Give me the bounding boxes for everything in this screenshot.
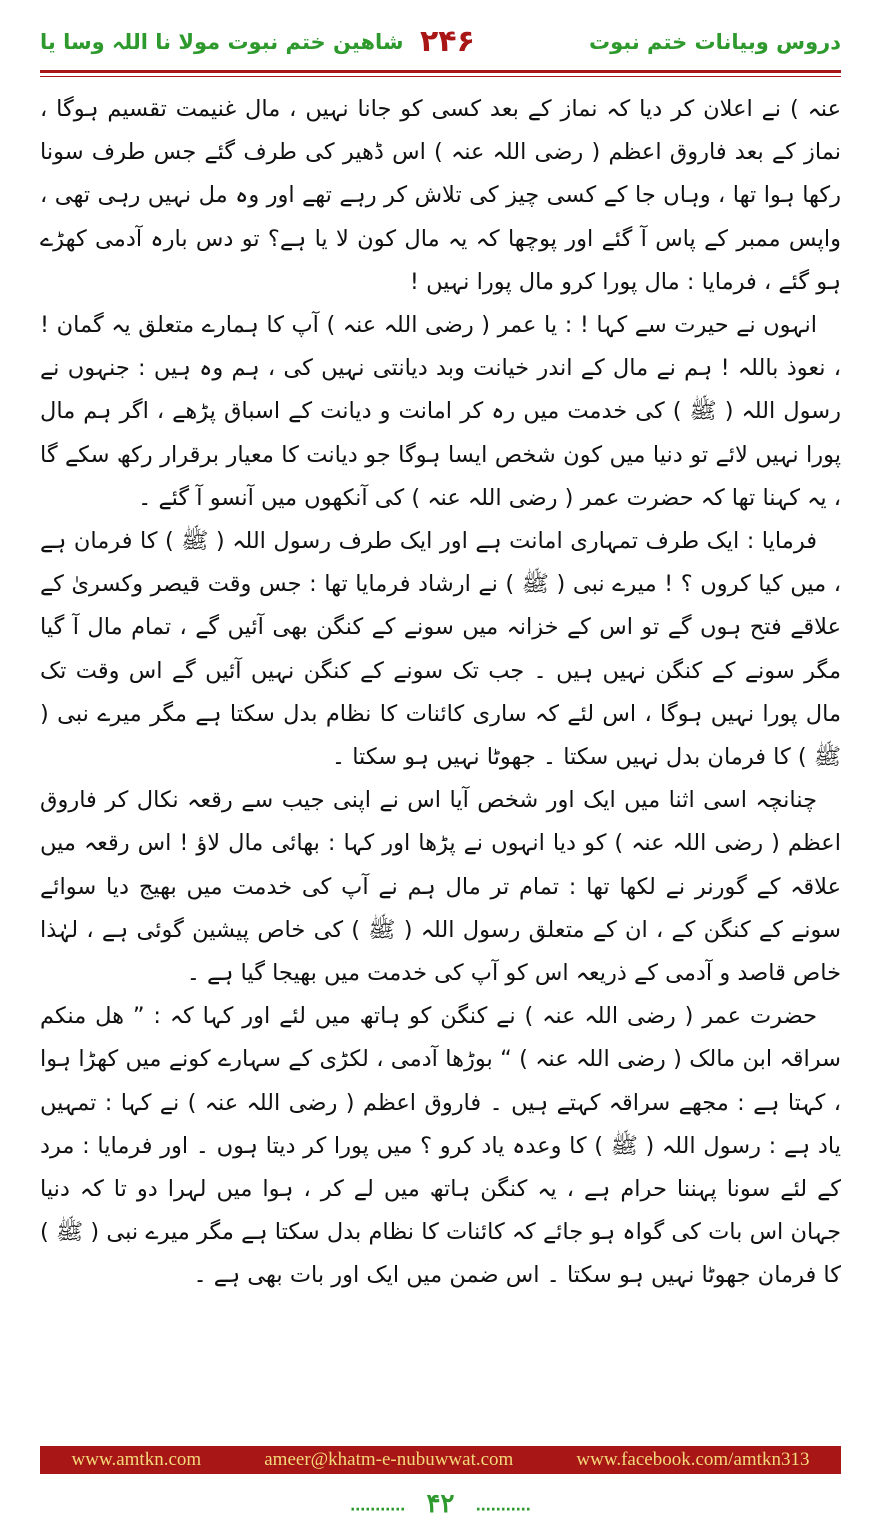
paragraph-3: فرمایا : ایک طرف تمہاری امانت ہے اور ایک طرف رسول اللہ ( ﷺ ) کا فرمان ہے ، میں کیا کروں ؟ ! میرے نبی ( ﷺ ) نے ارشاد فرمایا تھا : جس وقت قیصر وکسریٰ کے علاقے فتح ہوں گے تو اس کے خزانہ میں سونے کے کنگن بھی آئیں گے ، تمام مال آ گیا مگر سونے کے کنگن نہیں ہیں ۔ جب تک سونے کے کنگن نہیں آئیں گے اس وقت تک مال پورا نہیں ہوگا ، اس لئے کہ ساری کائنات کا نظام بدل سکتا ہے مگر میرے نبی ( ﷺ ) کا فرمان بدل نہیں سکتا ۔ جھوٹا نہیں ہو سکتا ۔ <box>40 528 841 771</box>
page-header <box>40 22 841 62</box>
dots-right: ........... <box>475 1494 531 1515</box>
email-link[interactable]: ameer@khatm-e-nubuwwat.com <box>264 1449 514 1470</box>
header-page-number: ۲۴۶ <box>420 24 475 59</box>
author-name: شاھین ختم نبوت مولا نا اللہ وسا یا <box>40 30 404 54</box>
facebook-link[interactable]: www.facebook.com/amtkn313 <box>576 1449 810 1470</box>
paragraph-4: چنانچہ اسی اثنا میں ایک اور شخص آیا اس نے اپنی جیب سے رقعہ نکال کر فاروق اعظم ( رضی اللہ عنہ ) کو دیا انہوں نے پڑھا اور کہا : بھائی مال لاؤ ! اس رقعہ میں علاقہ کے گورنر نے لکھا تھا : تمام تر مال ہم نے آپ کی خدمت میں بھیج دیا سوائے سونے کے کنگن کے ، ان کے متعلق رسول اللہ ( ﷺ ) کی خاص پیشین گوئی ہے ، لہٰذا خاص قاصد و آدمی کے ذریعہ اس کو آپ کی خدمت میں بھیجا گیا ہے ۔ <box>40 787 841 987</box>
header-rule-thin <box>40 76 841 77</box>
body-text <box>40 88 841 1440</box>
book-title: دروس وبیانات ختم نبوت <box>589 30 841 54</box>
paragraph-2: انہوں نے حیرت سے کہا ! : یا عمر ( رضی اللہ عنہ ) آپ کا ہمارے متعلق یہ گمان ! ، نعوذ باللہ ! ہم نے مال کے اندر خیانت وبد دیانتی نہیں کی ، ہم وہ ہیں : جنہوں نے رسول اللہ ( ﷺ ) کی خدمت میں رہ کر امانت و دیانت کے اسباق پڑھے ، اگر ہم مال پورا نہیں لائے تو دنیا میں کون شخص ایسا ہوگا جو دیانت کا معیار برقرار رکھ سکے گا ، یہ کہنا تھا کہ حضرت عمر ( رضی اللہ عنہ ) کی آنکھوں میں آنسو آ گئے ۔ <box>40 312 841 511</box>
header-rule <box>40 70 841 73</box>
paragraph-1: عنہ ) نے اعلان کر دیا کہ نماز کے بعد کسی کو جانا نہیں ، مال غنیمت تقسیم ہوگا ، نماز کے بعد فاروق اعظم ( رضی اللہ عنہ ) اس ڈھیر کی طرف گئے جس طرف سونا رکھا ہوا تھا ، وہاں جا کے کسی چیز کی تلاش کر رہے تھے اور وہ مل نہیں رہی تھی ، واپس ممبر کے پاس آ گئے اور پوچھا کہ یہ مال کون لا یا ہے؟ تو دس بارہ آدمی کھڑے ہو گئے ، فرمایا : مال پورا کرو مال پورا نہیں ! <box>40 96 841 295</box>
page-number: ۴۲ <box>426 1488 455 1518</box>
paragraph-5: حضرت عمر ( رضی اللہ عنہ ) نے کنگن کو ہاتھ میں لئے اور کہا کہ : ” ھل منکم سراقہ ابن مالک ( رضی اللہ عنہ ) “ بوڑھا آدمی ، لکڑی کے سہارے کونے میں کھڑا ہوا ، کہتا ہے : مجھے سراقہ کہتے ہیں ۔ فاروق اعظم ( رضی اللہ عنہ ) نے کہا : تمہیں یاد ہے : رسول اللہ ( ﷺ ) کا وعدہ یاد کرو ؟ میں پورا کر دیتا ہوں ۔ اور فرمایا : مرد کے لئے سونا پہننا حرام ہے ، یہ کنگن ہاتھ میں لے کر ، ہوا میں لہرا دو تا کہ دنیا جہان اس بات کی گواہ ہو جائے کہ کائنات کا نظام بدل سکتا ہے مگر میرے نبی ( ﷺ ) کا فرمان جھوٹا نہیں ہو سکتا ۔ اس ضمن میں ایک اور بات بھی ہے ۔ <box>40 1003 841 1289</box>
website-link[interactable]: www.amtkn.com <box>71 1449 202 1470</box>
page-number-footer <box>0 1488 881 1519</box>
dots-left: ........... <box>350 1494 406 1515</box>
footer-links-bar <box>40 1446 841 1474</box>
